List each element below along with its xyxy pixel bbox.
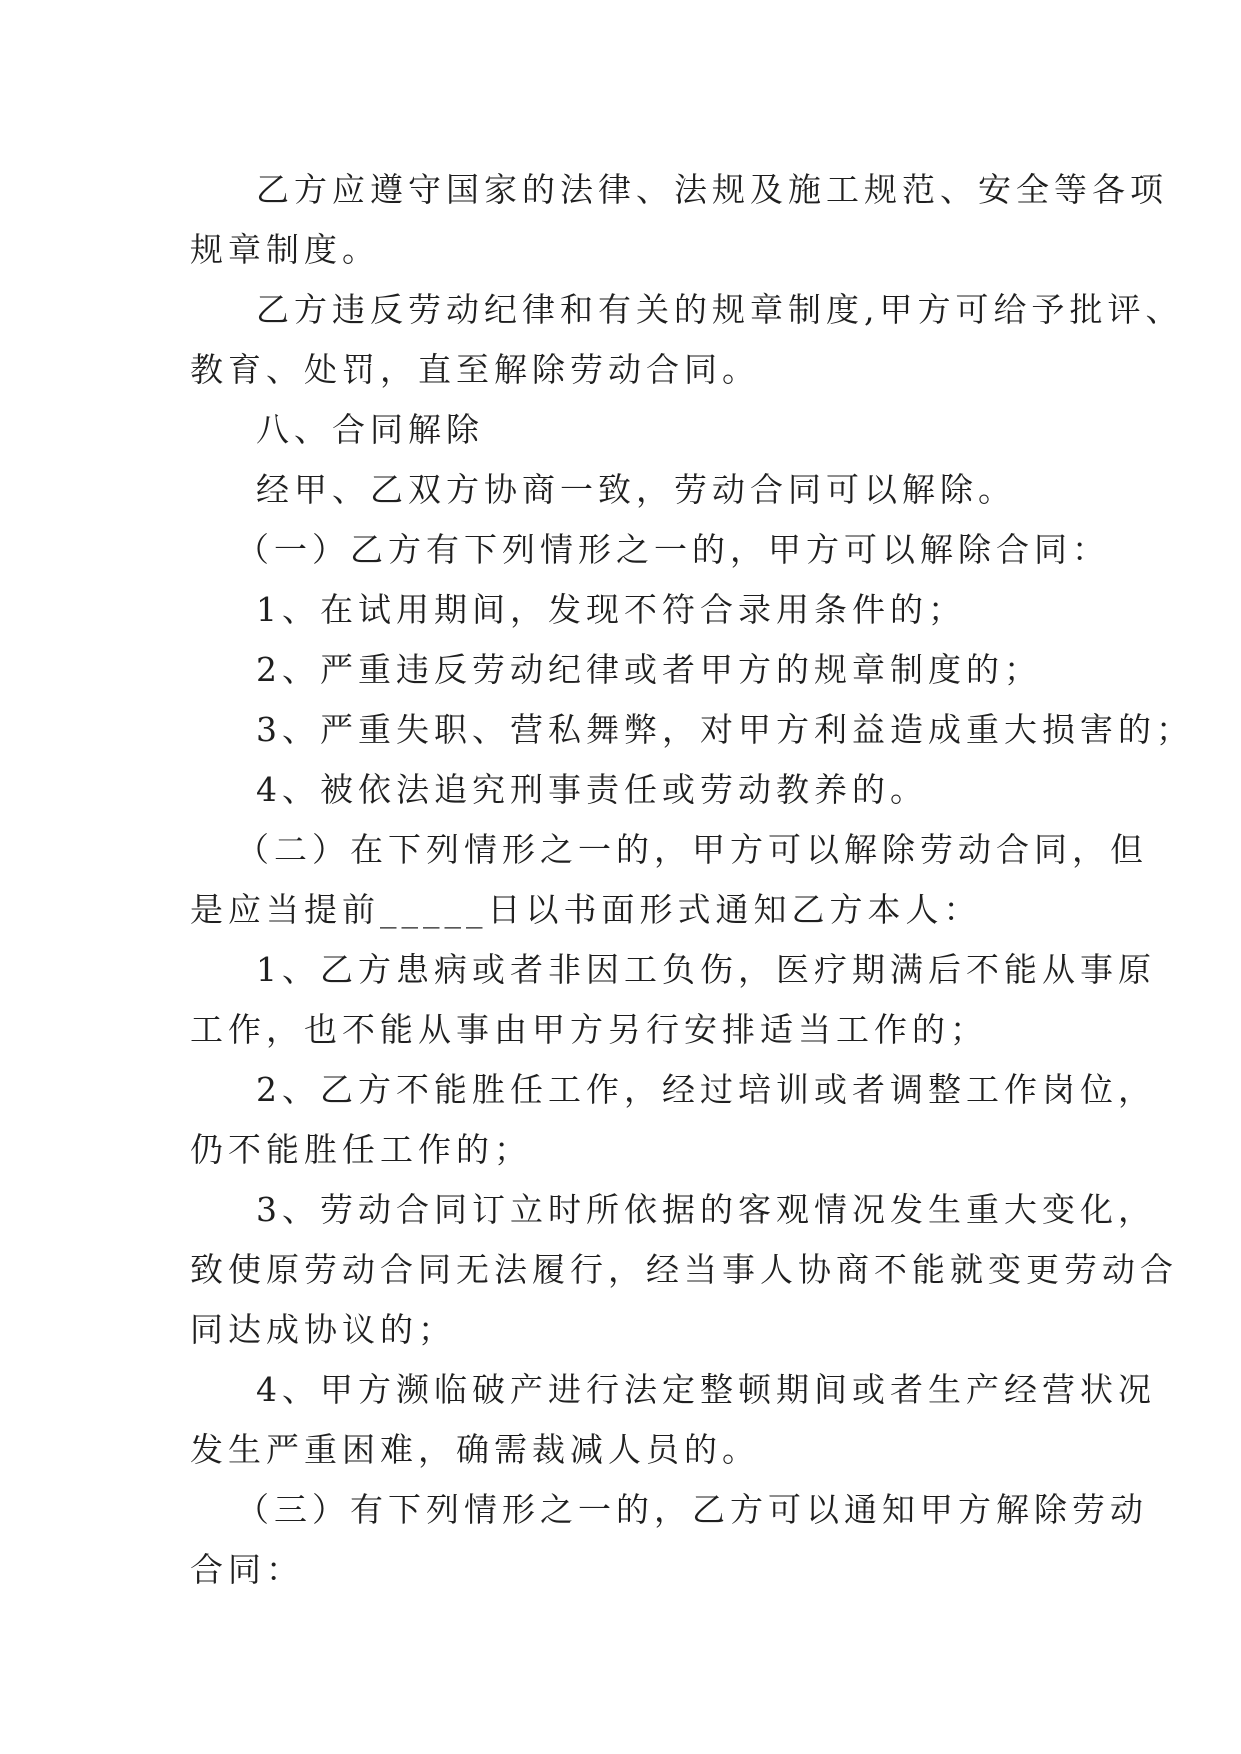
paragraph-violation [190,280,1184,400]
list-item [190,580,1090,640]
text-line: 1、在试用期间，发现不符合录用条件的； [256,590,966,629]
text-line: 3、严重失职、营私舞弊，对甲方利益造成重大损害的； [256,710,1194,749]
text-line: 是应当提前_____日以书面形式通知乙方本人： [190,890,982,929]
text-line: 致使原劳动合同无法履行，经当事人协商不能就变更劳动合 [190,1250,1178,1289]
list-item [190,940,1156,1060]
document-body [190,160,1194,1600]
text-line: 4、甲方濒临破产进行法定整顿期间或者生产经营状况 [256,1370,1156,1409]
text-line: 4、被依法追究刑事责任或劳动教养的。 [256,770,928,809]
list-item [190,1360,1156,1480]
list-item [190,1060,1156,1180]
text-line: 1、乙方患病或者非因工负伤，医疗期满后不能从事原 [256,950,1156,989]
paragraph-compliance [190,160,1168,280]
list-item [190,1180,1178,1360]
text-line: （二）在下列情形之一的，甲方可以解除劳动合同，但 [236,830,1148,869]
text-line: 2、严重违反劳动纪律或者甲方的规章制度的； [256,650,1042,689]
text-line: 2、乙方不能胜任工作，经过培训或者调整工作岗位， [256,1070,1156,1109]
text-line: （一）乙方有下列情形之一的，甲方可以解除合同： [236,530,1110,569]
section-title: 八、合同解除 [256,410,484,449]
subsection-three-heading [190,1480,1148,1600]
subsection-one-heading [190,520,1110,580]
text-line: 工作，也不能从事由甲方另行安排适当工作的； [190,1010,988,1049]
list-item [190,640,1090,700]
text-line: 合同： [190,1550,304,1589]
subsection-two-heading [190,820,1148,940]
section-heading [190,400,1090,460]
text-line: 经甲、乙双方协商一致，劳动合同可以解除。 [256,470,1016,509]
text-line: 仍不能胜任工作的； [190,1130,532,1169]
text-line: 教育、处罚，直至解除劳动合同。 [190,350,760,389]
list-item [190,760,1090,820]
text-line: 发生严重困难，确需裁减人员的。 [190,1430,760,1469]
text-line: 同达成协议的； [190,1310,456,1349]
text-line: 乙方违反劳动纪律和有关的规章制度,甲方可给予批评、 [256,290,1184,329]
text-line: 乙方应遵守国家的法律、法规及施工规范、安全等各项 [256,170,1168,209]
text-line: 规章制度。 [190,230,380,269]
text-line: 3、劳动合同订立时所依据的客观情况发生重大变化， [256,1190,1156,1229]
list-item [190,700,1194,760]
text-line: （三）有下列情形之一的，乙方可以通知甲方解除劳动 [236,1490,1148,1529]
paragraph-mutual-agreement [190,460,1090,520]
